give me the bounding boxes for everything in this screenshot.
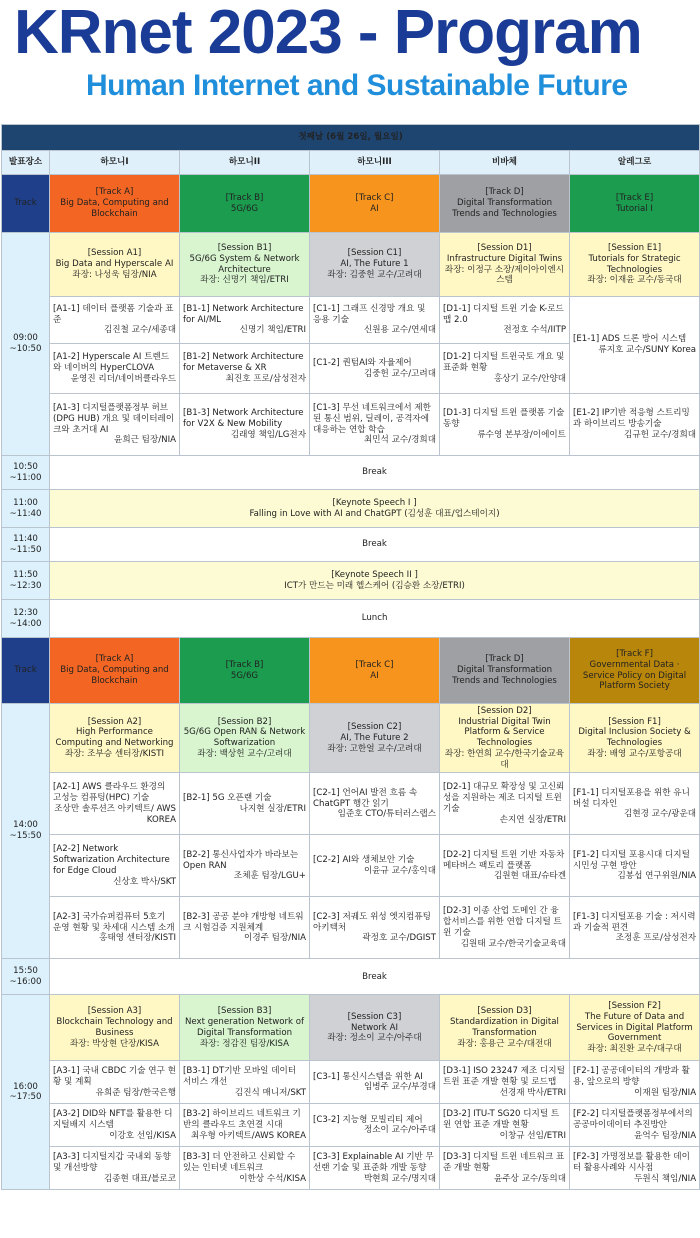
- track-cell-c: [310, 175, 440, 233]
- session-cell-f: [570, 704, 700, 773]
- session-id: [Session E1]: [607, 243, 662, 254]
- talk-speaker: 윤영진 리더/네이버클라우드: [70, 373, 176, 384]
- talk-row: [2, 1061, 700, 1104]
- session-id: [Session A2]: [87, 716, 142, 727]
- session-id: [Session D1]: [477, 243, 532, 254]
- talk-title: [F1-1] 디지털포용을 위한 유니버설 디자인: [573, 787, 690, 809]
- talk-cell: [180, 1104, 310, 1147]
- track-id: [Track C]: [355, 659, 394, 670]
- break-row: [2, 456, 700, 490]
- talk-cell: [310, 1104, 440, 1147]
- talk-cell: [50, 897, 180, 959]
- talk-speaker: 김현경 교수/광운대: [624, 809, 697, 820]
- talk-title: [B3-2] 하이브리드 네트워크 기반의 클라우드 초연결 시대: [183, 1109, 301, 1131]
- time-cell: [2, 704, 50, 959]
- talk-cell: [50, 394, 180, 456]
- talk-cell: [50, 297, 180, 344]
- talk-row: [2, 394, 700, 456]
- session-cell-d: [440, 995, 570, 1061]
- session-title: The Future of Data and Services in Digital Platform Government: [576, 1011, 693, 1044]
- time-cell: [2, 562, 50, 600]
- talk-speaker: 조체훈 팀장/LGU+: [233, 871, 306, 882]
- track-name: AI: [370, 203, 379, 214]
- session-id: [Session C1]: [347, 248, 402, 259]
- time-cell: [2, 528, 50, 562]
- talk-cell: [50, 773, 180, 835]
- break-row-label: Break: [362, 971, 387, 982]
- talk-title: [B1-1] Network Architecture for AI/ML: [183, 303, 304, 325]
- talk-speaker: 유희준 팀장/한국은행: [95, 1087, 176, 1098]
- talk-title: [A1-2] Hyperscale AI 트렌드와 네이버의 HyperCLOVA: [53, 352, 170, 374]
- venue-3: [310, 151, 440, 175]
- track-name: Tutorial I: [616, 203, 653, 214]
- break-row-label: Break: [362, 467, 387, 478]
- talk-speaker: 김원현 대표/슈타겐: [493, 871, 566, 882]
- talk-title: [D1-1] 디지털 트윈 기술 K-로드맵 2.0: [443, 303, 564, 325]
- session-row: [2, 233, 700, 297]
- talk-title: [E1-2] IP기반 적응형 스트리밍과 하이브리드 방송기술: [573, 408, 690, 430]
- time-cell: [2, 456, 50, 490]
- session-cell-b: [180, 995, 310, 1061]
- talk-speaker: 임병주 교수/부경대: [363, 1082, 436, 1093]
- session-chair: 좌장: 나성욱 팀장/NIA: [72, 269, 157, 280]
- session-id: [Session A1]: [87, 248, 142, 259]
- talk-speaker: 신명기 책임/ETRI: [239, 325, 306, 336]
- talk-cell: [440, 1147, 570, 1190]
- session-id: [Session F2]: [608, 1001, 661, 1012]
- talk-speaker: 이윤규 교수/홍익대: [363, 865, 436, 876]
- session-cell-b: [180, 704, 310, 773]
- talk-cell: [440, 297, 570, 344]
- keynote-row-cell: [50, 562, 700, 600]
- session-title: Tutorials for Strategic Technologies: [588, 253, 681, 275]
- session-chair: 좌장: 배영 교수/포항공대: [587, 748, 682, 759]
- venue-name: 하모니II: [228, 157, 261, 168]
- talk-speaker: 윤희근 팀장/NIA: [114, 435, 176, 446]
- talk-title: [C1-3] 무선 네트워크에서 제한된 통신 범위, 딜레이, 공격자에 대응하는 연합 학습: [313, 403, 431, 435]
- talk-row: [2, 1147, 700, 1190]
- track-cell-b: [180, 638, 310, 704]
- break-row-cell: [50, 959, 700, 995]
- session-chair: 좌장: 정소이 교수/아주대: [327, 1033, 422, 1044]
- venue-name: 알레그로: [617, 157, 652, 168]
- track-cell-c: [310, 638, 440, 704]
- time-label: 14:00 ~15:50: [9, 820, 42, 842]
- talk-speaker: 류수영 본부장/이에이트: [477, 429, 566, 440]
- session-id: [Session D3]: [477, 1006, 532, 1017]
- talk-title: [F2-2] 디지털플랫폼정부에서의 공공마이데이터 추진방안: [573, 1109, 693, 1131]
- talk-cell: [310, 1061, 440, 1104]
- talk-title: [A2-2] Network Softwarization Architecture for Edge Cloud: [53, 844, 170, 876]
- talk-title: [B1-3] Network Architecture for V2X & New Mobility: [183, 408, 304, 430]
- talk-row: [2, 1104, 700, 1147]
- talk-cell: [440, 1061, 570, 1104]
- talk-title: [B1-2] Network Architecture for Metaverse & XR: [183, 352, 304, 374]
- session-id: [Session B2]: [217, 716, 272, 727]
- venue-1: [50, 151, 180, 175]
- keynote-row-label: [Keynote Speech I ]: [332, 497, 417, 508]
- talk-cell: [570, 897, 700, 959]
- keynote-row-cell: [50, 490, 700, 528]
- time-label: 11:40 ~11:50: [9, 533, 42, 555]
- talk-title: [C3-3] Explainable AI 기반 무선랜 기술 및 표준화 개발 동향: [313, 1152, 434, 1174]
- talk-title: [A3-1] 국내 CBDC 기술 연구 현황 및 계획: [53, 1066, 176, 1088]
- session-title: Digital Inclusion Society & Technologies: [578, 727, 691, 749]
- talk-cell: [570, 394, 700, 456]
- talk-speaker: 김봉섭 연구위원/NIA: [617, 871, 697, 882]
- keynote-row-sub: Falling in Love with AI and ChatGPT (김성훈 대표/업스테이지): [249, 508, 500, 519]
- session-cell-d: [440, 704, 570, 773]
- talk-speaker: 정소이 교수/아주대: [363, 1125, 436, 1136]
- keynote-row-label: [Keynote Speech II ]: [331, 569, 418, 580]
- talk-cell: [180, 344, 310, 394]
- talk-cell: [310, 344, 440, 394]
- talk-speaker: 이재원 팀장/NIA: [634, 1087, 697, 1098]
- talk-speaker: 박현희 교수/명지대: [363, 1173, 436, 1184]
- session-chair: 좌장: 조부승 센터장/KISTI: [64, 748, 165, 759]
- talk-speaker: 최민석 교수/경희대: [363, 435, 436, 446]
- track-label: Track: [14, 665, 37, 676]
- time-cell: [2, 600, 50, 638]
- session-id: [Session B3]: [217, 1006, 272, 1017]
- break-row: [2, 959, 700, 995]
- session-id: [Session A3]: [87, 1006, 142, 1017]
- lunch-row-cell: [50, 600, 700, 638]
- session-chair: 좌장: 홍용근 교수/대전대: [457, 1038, 552, 1049]
- venue-label: 발표장소: [8, 157, 43, 168]
- day-header: [2, 125, 700, 151]
- time-label: 11:00 ~11:40: [9, 497, 42, 519]
- talk-speaker: 선경재 박사/ETRI: [499, 1087, 566, 1098]
- talk-title: [A3-3] 디지털지갑 국내외 동향 및 개선방향: [53, 1152, 171, 1174]
- track-id: [Track B]: [225, 659, 264, 670]
- talk-speaker: 곽정호 교수/DGIST: [362, 933, 436, 944]
- lunch-row-label: Lunch: [361, 613, 388, 624]
- talk-cell: [440, 394, 570, 456]
- session-chair: 좌장: 고한얼 교수/고려대: [327, 743, 422, 754]
- talk-cell: [180, 394, 310, 456]
- session-title: Network AI: [350, 1022, 399, 1033]
- talk-cell: [50, 344, 180, 394]
- program-table: [1, 124, 700, 1190]
- talk-speaker: 김원태 교수/한국기술교육대: [460, 938, 566, 949]
- talk-cell: [50, 1104, 180, 1147]
- talk-speaker: 김래영 책임/LG전자: [230, 429, 306, 440]
- talk-speaker: 김진식 매니저/SKT: [234, 1087, 306, 1098]
- talk-row: [2, 897, 700, 959]
- track-name: Big Data, Computing and Blockchain: [60, 665, 169, 686]
- talk-cell: [440, 835, 570, 897]
- talk-row: [2, 773, 700, 835]
- talk-cell: [50, 835, 180, 897]
- talk-speaker: 손지연 실장/ETRI: [499, 814, 566, 825]
- session-title: 5G/6G Open RAN & Network Softwarization: [183, 727, 306, 749]
- session-title: 5G/6G System & Network Architecture: [189, 253, 300, 275]
- session-title: Industrial Digital Twin Platform & Service Technologies: [458, 716, 551, 749]
- talk-title: [D2-3] 이종 산업 도메인 간 융합서비스를 위한 연합 디지털 트윈 기술: [443, 906, 562, 938]
- track-cell-a: [50, 638, 180, 704]
- talk-cell: [180, 297, 310, 344]
- track-label-cell: [2, 175, 50, 233]
- talk-title: [D3-1] ISO 23247 제조 디지털 트윈 표준 개발 현황 및 로드맵: [443, 1066, 565, 1088]
- track-label: Track: [14, 198, 37, 209]
- time-label: 12:30 ~14:00: [9, 607, 42, 629]
- session-cell-b: [180, 233, 310, 297]
- talk-title: [D1-3] 디지털 트윈 플랫폼 기술 동향: [443, 408, 565, 430]
- track-row: [2, 175, 700, 233]
- talk-cell: [310, 394, 440, 456]
- session-cell-e: [570, 233, 700, 297]
- session-chair: 좌장: 신명기 책임/ETRI: [200, 275, 289, 286]
- talk-title: [C2-1] 언어AI 발전 흐름 속 ChatGPT 행간 읽기: [313, 787, 418, 809]
- venue-name: 하모니III: [357, 157, 392, 168]
- keynote-row: [2, 490, 700, 528]
- session-cell-c: [310, 704, 440, 773]
- talk-cell: [310, 835, 440, 897]
- venue-4: [440, 151, 570, 175]
- talk-speaker: 최진호 프로/삼성전자: [225, 373, 306, 384]
- talk-speaker: 신상호 박사/SKT: [113, 876, 176, 887]
- session-title: Big Data and Hyperscale AI: [55, 259, 174, 270]
- lunch-row: [2, 600, 700, 638]
- session-cell-a: [50, 995, 180, 1061]
- session-id: [Session F1]: [608, 716, 661, 727]
- talk-cell: [180, 835, 310, 897]
- session-row: [2, 995, 700, 1061]
- track-id: [Track D]: [485, 654, 524, 665]
- session-title: Standardization in Digital Transformation: [450, 1017, 559, 1038]
- talk-title: [F1-3] 디지털포용 기술 : 저시력과 기술적 편견: [573, 911, 696, 933]
- session-cell-c: [310, 233, 440, 297]
- session-id: [Session C3]: [347, 1011, 402, 1022]
- session-id: [Session B1]: [217, 243, 272, 254]
- talk-speaker: 홍태영 센터장/KISTI: [99, 933, 176, 944]
- talk-speaker: 김진철 교수/세종대: [103, 325, 176, 336]
- talk-title: [A3-2] DID와 NFT를 활용한 디지털배지 시스템: [53, 1109, 173, 1131]
- time-label: 10:50 ~11:00: [9, 461, 42, 483]
- talk-speaker: 이창규 선임/ETRI: [499, 1130, 566, 1141]
- talk-title: [B3-3] 더 안전하고 신뢰할 수 있는 인터넷 네트워크: [183, 1152, 296, 1174]
- talk-speaker: 전정호 수석/IITP: [503, 325, 566, 336]
- time-label: 11:50 ~12:30: [9, 569, 42, 591]
- session-cell-c: [310, 995, 440, 1061]
- session-cell-a: [50, 233, 180, 297]
- talk-title: [C1-1] 그래프 신경망 개요 및 응용 기술: [313, 303, 426, 325]
- session-cell-d: [440, 233, 570, 297]
- break-row-cell: [50, 456, 700, 490]
- talk-speaker: 신원용 교수/연세대: [363, 325, 436, 336]
- session-chair: 좌장: 한연희 교수/한국기술교육대: [444, 748, 565, 770]
- track-cell-a: [50, 175, 180, 233]
- talk-cell: [310, 1147, 440, 1190]
- track-id: [Track C]: [355, 192, 394, 203]
- session-chair: 좌장: 백상헌 교수/고려대: [197, 748, 292, 759]
- session-chair: 좌장: 박상현 단장/KISA: [69, 1038, 160, 1049]
- venue-5: [570, 151, 700, 175]
- track-cell-b: [180, 175, 310, 233]
- talk-speaker: 이강호 선임/KISA: [109, 1130, 176, 1141]
- talk-speaker: 김중헌 교수/고려대: [363, 368, 436, 379]
- day-label: 첫째날 (6월 26일, 월요일): [298, 132, 403, 143]
- page-header: [0, 0, 700, 123]
- talk-title: [F2-1] 공공데이터의 개방과 활용, 앞으로의 방향: [573, 1066, 690, 1088]
- track-name: 5G/6G: [230, 670, 259, 681]
- break-row-label: Break: [362, 539, 387, 550]
- talk-cell: [180, 1061, 310, 1104]
- talk-cell: [310, 297, 440, 344]
- talk-speaker: 이경주 팀장/NIA: [244, 933, 306, 944]
- track-cell-d: [440, 175, 570, 233]
- talk-cell: [570, 1061, 700, 1104]
- page-title: KRnet 2023 - Program: [14, 0, 642, 67]
- talk-speaker: 윤주상 교수/동의대: [493, 1173, 566, 1184]
- talk-speaker: 최우형 아키텍트/AWS KOREA: [190, 1130, 306, 1141]
- venue-label-cell: [2, 151, 50, 175]
- talk-speaker: 조상만 솔루션즈 아키텍트/ AWS KOREA: [54, 803, 176, 825]
- talk-cell: [570, 297, 700, 394]
- talk-title: [C2-2] AI와 생체보안 기술: [313, 855, 415, 866]
- talk-title: [B3-1] DT기반 모바일 데이터 서비스 개선: [183, 1066, 297, 1088]
- page-subtitle: Human Internet and Sustainable Future: [86, 69, 628, 102]
- venue-name: 비바체: [492, 157, 517, 168]
- session-chair: 좌장: 정감진 팀장/KISA: [199, 1038, 290, 1049]
- talk-title: [C1-2] 퀀텀AI와 자율제어: [313, 357, 412, 368]
- keynote-row: [2, 562, 700, 600]
- track-cell-e: [570, 175, 700, 233]
- talk-speaker: 홍상기 교수/안양대: [493, 373, 566, 384]
- talk-cell: [570, 1147, 700, 1190]
- talk-cell: [310, 897, 440, 959]
- talk-speaker: 나지현 실장/ETRI: [239, 803, 306, 814]
- talk-title: [B2-2] 통신사업자가 바라보는 Open RAN: [183, 849, 299, 871]
- talk-speaker: 임준호 CTO/튜터러스랩스: [337, 809, 436, 820]
- talk-cell: [440, 344, 570, 394]
- talk-cell: [440, 773, 570, 835]
- talk-cell: [180, 773, 310, 835]
- talk-speaker: 조정훈 프로/삼성전자: [615, 933, 697, 944]
- talk-title: [D3-3] 디지털 트윈 네트워크 표준 개발 현황: [443, 1152, 565, 1174]
- track-id: [Track E]: [615, 192, 654, 203]
- track-id: [Track A]: [95, 187, 134, 198]
- track-name: 5G/6G: [230, 203, 259, 214]
- talk-cell: [440, 1104, 570, 1147]
- time-cell: [2, 995, 50, 1190]
- talk-row: [2, 835, 700, 897]
- time-cell: [2, 233, 50, 456]
- talk-title: [D3-2] ITU-T SG20 디지털 트윈 연합 표준 개발 현황: [443, 1109, 560, 1131]
- talk-row: [2, 297, 700, 344]
- venue-row: [2, 151, 700, 175]
- talk-title: [A2-3] 국가슈퍼컴퓨터 5호기 운영 현황 및 차세대 시스템 소개: [53, 911, 175, 933]
- talk-title: [A2-1] AWS 클라우드 환경의 고성능 컴퓨팅(HPC) 기술: [53, 782, 166, 804]
- talk-title: [E1-1] ADS 드론 방어 시스템: [573, 334, 687, 345]
- keynote-row-sub: ICT가 만드는 미래 헬스케어 (김승환 소장/ETRI): [284, 580, 465, 591]
- talk-title: [C2-3] 저궤도 위성 엣지컴퓨팅 아키텍처: [313, 911, 431, 933]
- track-id: [Track F]: [616, 649, 653, 660]
- time-cell: [2, 490, 50, 528]
- talk-cell: [50, 1061, 180, 1104]
- time-label: 16:00 ~17:50: [9, 1081, 42, 1103]
- talk-title: [F2-3] 가명정보를 활용한 데이터 활용사례와 시사점: [573, 1152, 690, 1174]
- talk-cell: [570, 1104, 700, 1147]
- time-label: 15:50 ~16:00: [9, 966, 42, 987]
- day-row: [2, 125, 700, 151]
- track-row: [2, 638, 700, 704]
- track-cell-f: [570, 638, 700, 704]
- talk-title: [D1-2] 디지털 트윈국토 개요 및 표준화 현황: [443, 352, 565, 374]
- track-id: [Track A]: [95, 654, 134, 665]
- talk-title: [F1-2] 디지털 포용시대 디지털 시민성 구현 방안: [573, 849, 690, 871]
- talk-title: [B2-3] 공공 분야 개방형 네트워크 시험검증 지원체계: [183, 911, 304, 933]
- track-id: [Track B]: [225, 192, 264, 203]
- session-id: [Session C2]: [347, 722, 402, 733]
- session-cell-a: [50, 704, 180, 773]
- track-label-cell: [2, 638, 50, 704]
- session-chair: 좌장: 최진환 교수/대구대: [587, 1044, 682, 1054]
- talk-cell: [440, 897, 570, 959]
- track-name: Digital Transformation Trends and Technologies: [452, 198, 557, 219]
- session-row: [2, 704, 700, 773]
- time-label: 09:00 ~10:50: [9, 333, 42, 354]
- talk-title: [A1-1] 데이터 플랫폼 기술과 표준: [53, 303, 174, 325]
- talk-speaker: 이한상 수석/KISA: [239, 1173, 306, 1184]
- talk-speaker: 두원식 책임/NIA: [634, 1173, 697, 1184]
- break-row: [2, 528, 700, 562]
- track-cell-d: [440, 638, 570, 704]
- session-title: High Performance Computing and Networking: [55, 727, 174, 749]
- talk-title: [B2-1] 5G 오픈랜 기술: [183, 793, 272, 804]
- track-name: AI: [370, 670, 379, 681]
- talk-speaker: 김종현 대표/블로코: [103, 1173, 176, 1184]
- talk-cell: [310, 773, 440, 835]
- talk-title: [D2-1] 대규모 확장성 및 고신뢰성을 지원하는 제조 디지털 트윈 기술: [443, 782, 565, 814]
- session-title: AI, The Future 2: [340, 732, 409, 743]
- talk-cell: [570, 835, 700, 897]
- talk-cell: [570, 773, 700, 835]
- talk-title: [A1-3] 디지털플랫폼정부 허브(DPG HUB) 개요 및 데이터레이크와 초거대 AI: [53, 403, 175, 435]
- session-id: [Session D2]: [477, 706, 532, 716]
- venue-name: 하모니I: [100, 157, 129, 168]
- track-name: Big Data, Computing and Blockchain: [60, 198, 169, 219]
- track-id: [Track D]: [485, 187, 524, 198]
- track-name: Governmental Data · Service Policy on Digital Platform Society: [582, 659, 687, 692]
- time-cell: [2, 959, 50, 995]
- venue-2: [180, 151, 310, 175]
- session-chair: 좌장: 김중헌 교수/고려대: [327, 269, 422, 280]
- session-title: AI, The Future 1: [340, 259, 409, 270]
- talk-speaker: 김규헌 교수/경희대: [624, 429, 697, 440]
- talk-speaker: 윤억수 팀장/NIA: [634, 1130, 697, 1141]
- session-title: Infrastructure Digital Twins: [446, 253, 563, 264]
- talk-speaker: 류지호 교수/SUNY Korea: [598, 345, 697, 355]
- talk-title: [D2-2] 디지털 트윈 기반 자동차 메타버스 팩토리 플랫폼: [443, 849, 565, 871]
- talk-title: [C3-1] 통신시스템을 위한 AI: [313, 1071, 423, 1082]
- talk-cell: [180, 1147, 310, 1190]
- track-name: Digital Transformation Trends and Technologies: [452, 665, 557, 686]
- talk-title: [C3-2] 지능형 모빌리티 제어: [313, 1114, 423, 1125]
- session-title: Next generation Network of Digital Transformation: [184, 1017, 305, 1038]
- talk-cell: [180, 897, 310, 959]
- session-chair: 좌장: 이재윤 교수/동국대: [587, 275, 682, 286]
- session-cell-f: [570, 995, 700, 1061]
- break-row-cell: [50, 528, 700, 562]
- session-chair: 좌장: 이정구 소장/제이아이엔시스템: [444, 264, 565, 286]
- session-title: Blockchain Technology and Business: [56, 1017, 173, 1038]
- talk-cell: [50, 1147, 180, 1190]
